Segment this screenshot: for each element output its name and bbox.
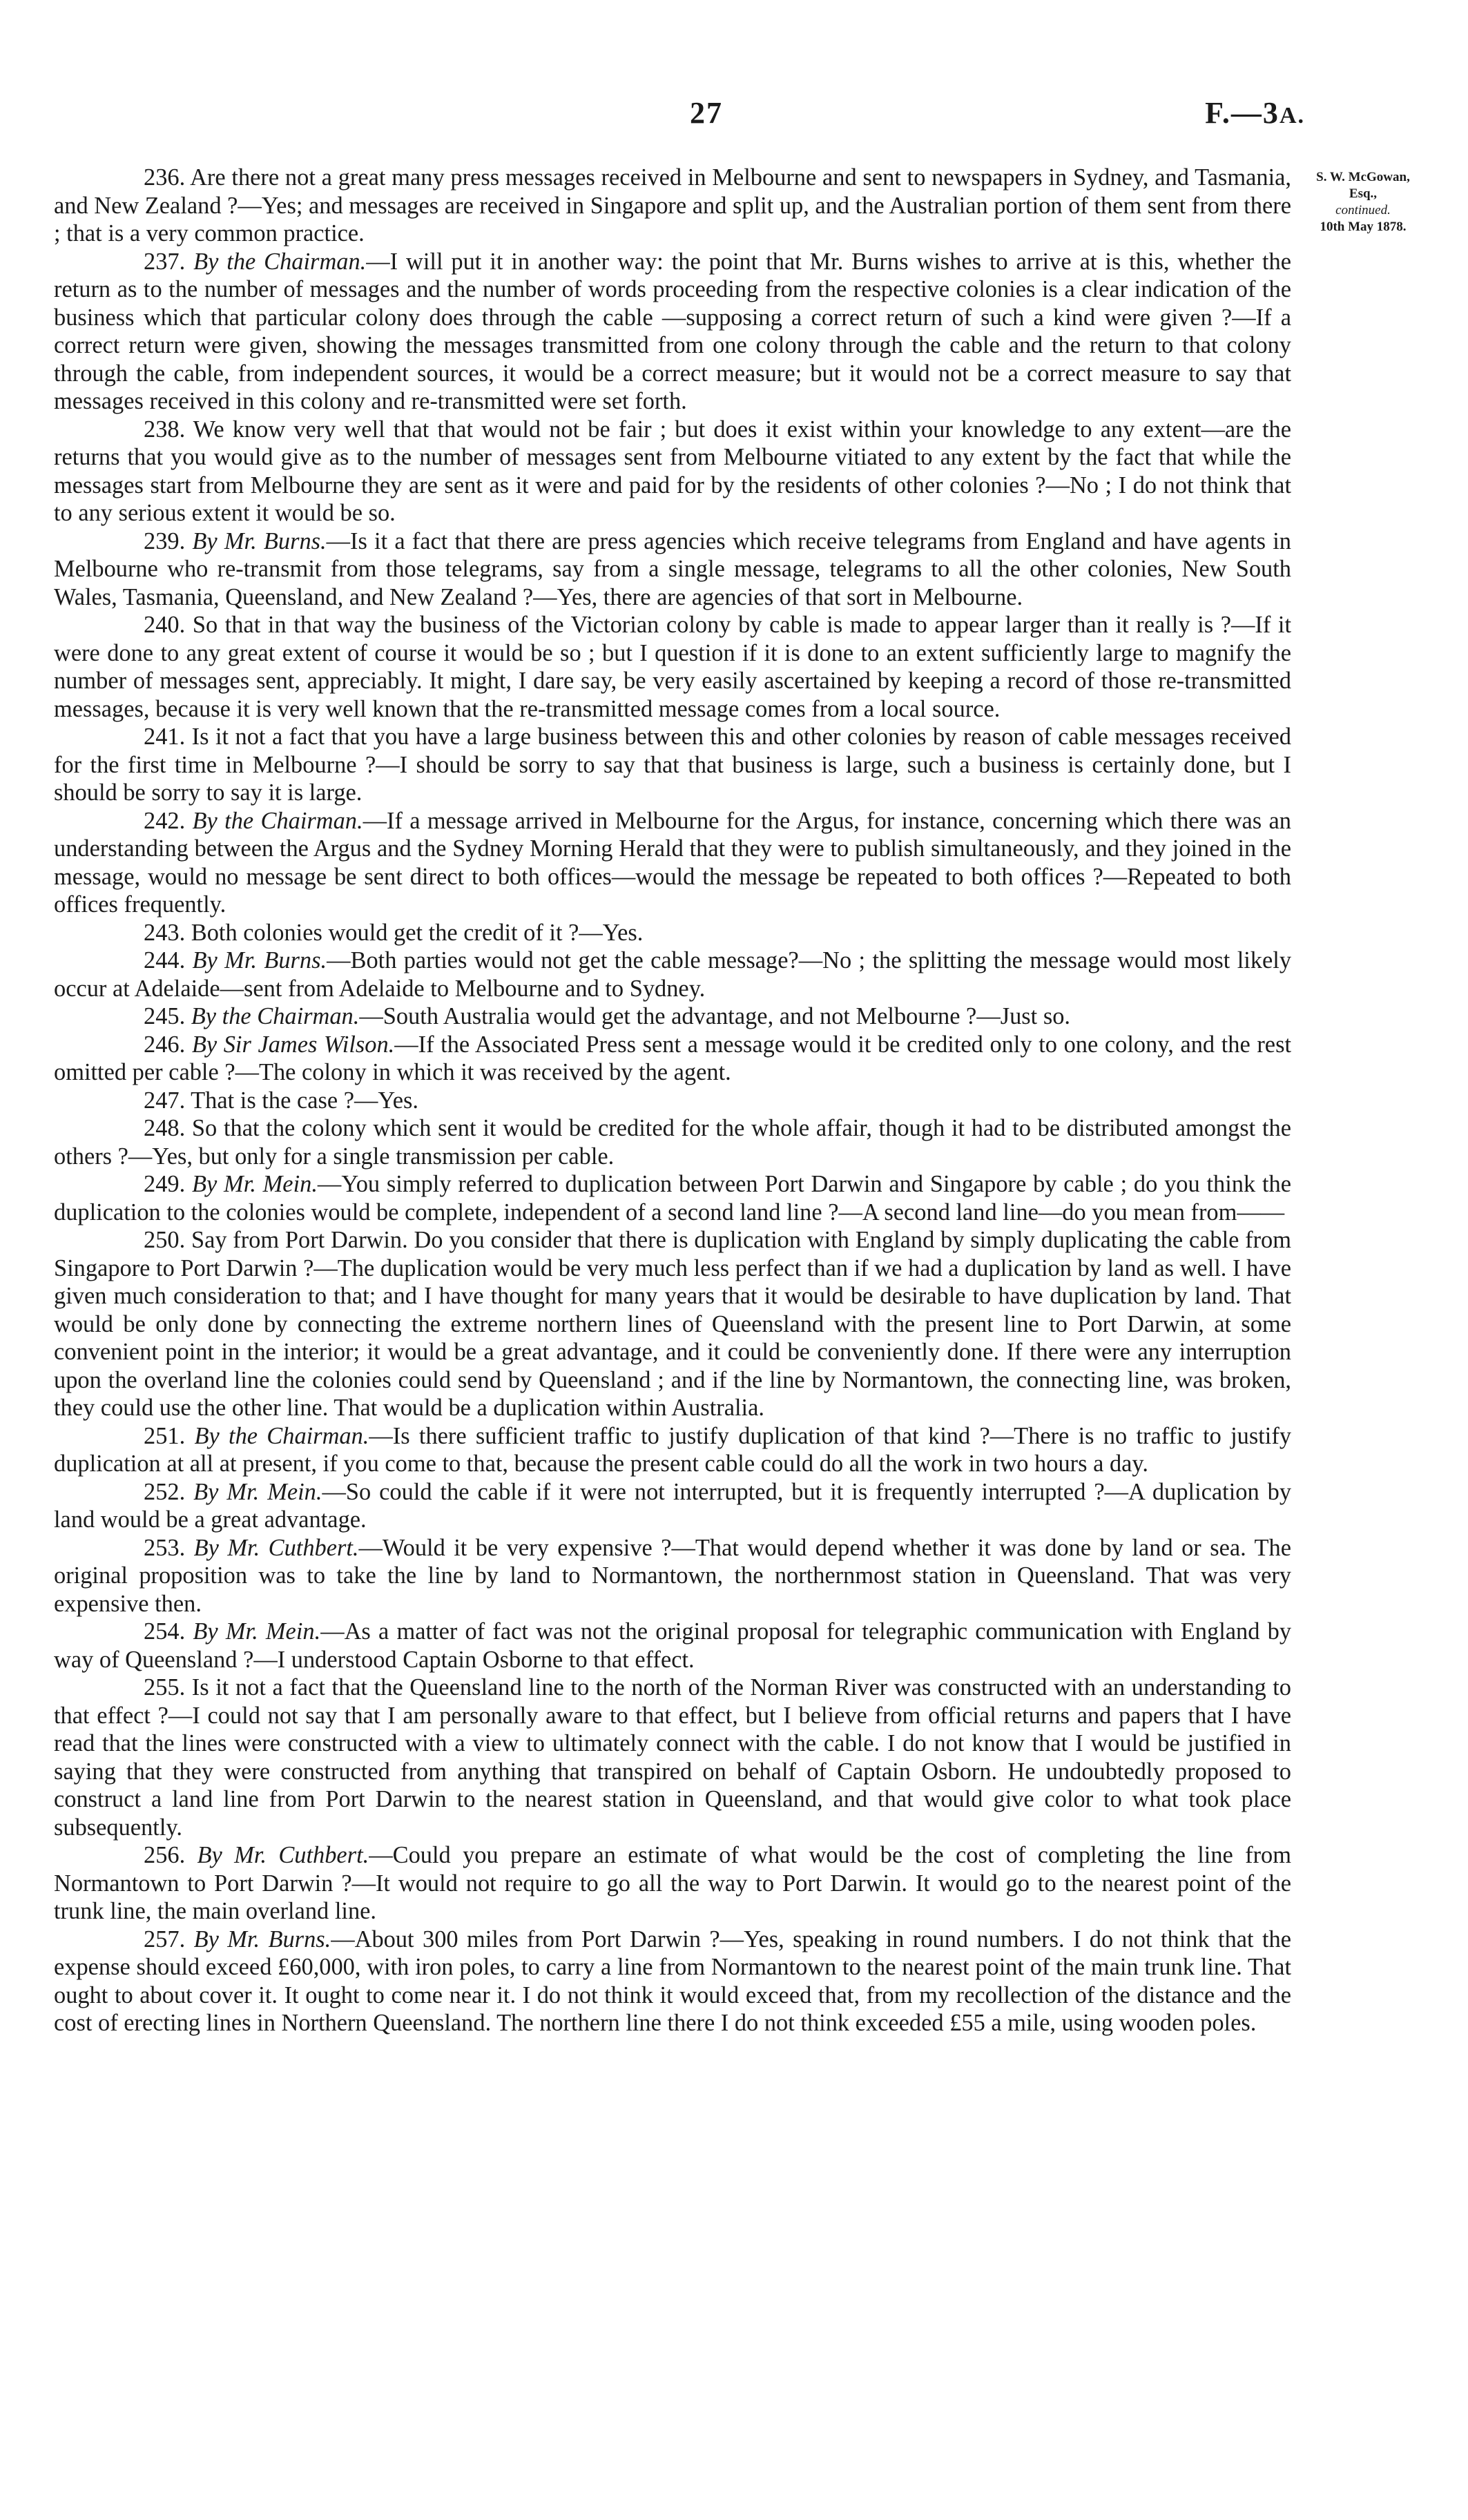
testimony-paragraph (54, 1534, 1291, 1618)
paragraph-number: 250. (144, 1227, 191, 1253)
paragraph-text: So that the colony which sent it would be credited for the whole affair, though it had to be distributed amongst the others ?—Yes, but only for a single transmission per cable. (54, 1115, 1291, 1170)
testimony-paragraph (54, 1674, 1291, 1841)
paragraph-text: —Is there sufficient traffic to justify duplication of that kind ?—There is no traffic to justify duplication at all at present, if you come to that, because the present cable could do all the work in two hours a day. (54, 1422, 1292, 1477)
testimony-paragraph (54, 723, 1291, 807)
paragraph-text: —You simply referred to duplication between Port Darwin and Singapore by cable ; do you think the duplication to the colonies would be complete, independent of a second land line ?—A second land line—do you mean from—— (54, 1171, 1291, 1225)
paragraph-number: 257. (144, 1926, 194, 1952)
paragraph-number: 241. (144, 724, 192, 750)
testimony-paragraph (54, 1618, 1291, 1674)
testimony-paragraph (54, 1841, 1291, 1926)
paragraph-text: —Would it be very expensive ?—That would depend whether it was done by land or sea. The original proposition was to take the line by land to Normantown, the northernmost station in Queensland. That was very expensive then. (54, 1534, 1291, 1617)
testimony-paragraph (54, 611, 1291, 723)
speaker-label: By the Chairman. (194, 1422, 369, 1449)
speaker-label: By Mr. Burns. (192, 947, 327, 973)
speaker-label: By Mr. Mein. (193, 1618, 321, 1645)
speaker-label: By Mr. Burns. (192, 527, 327, 554)
speaker-label: By Mr. Cuthbert. (193, 1534, 359, 1561)
margin-note-witness: S. W. McGowan, (1316, 170, 1410, 184)
testimony-paragraph (54, 947, 1291, 1002)
paragraph-number: 238. (144, 416, 193, 443)
testimony-paragraph (54, 164, 1291, 248)
page-number: 27 (690, 96, 723, 130)
paragraph-number: 249. (144, 1171, 192, 1197)
paragraph-text: Both colonies would get the credit of it ?—Yes. (191, 919, 644, 946)
paragraph-text: Say from Port Darwin. Do you consider that there is duplication with England by simply duplicating the cable from Singapore to Port Darwin ?—The duplication would be very much less perfect than if we had a duplication by land as well. I have given much consideration to that; and I have thought for many years that it would be desirable to have duplication by land. That would be only done by connecting the extreme northern lines of Queensland with the present line to Port Darwin, at some convenient point in the interior; it would be a great advantage, and it could be conveniently done. If there were any interruption upon the overland line the colonies could send by Queensland ; and if the line by Normantown, the connecting line, was broken, they could use the other line. That would be a duplication within Australia. (54, 1227, 1291, 1421)
testimony-paragraph (54, 1031, 1291, 1087)
testimony-paragraph (54, 1226, 1291, 1422)
margin-note-date: 10th May 1878. (1320, 220, 1407, 234)
paragraph-text: —I will put it in another way: the point that Mr. Burns wishes to arrive at is this, whether the return as to the number of messages and the number of words proceeding from the respective colonies is a clear indication of the business which that particular colony does through the cable —supposing a correct return of such a kind were given ?—If a correct return were given, showing the messages transmitted from one colony through the cable and the return to that colony through the cable, from independent sources, it would be a correct measure; but it would not be a correct measure to say that messages received in this colony and re-transmitted were set forth. (54, 248, 1292, 414)
paragraph-number: 248. (144, 1115, 192, 1141)
paragraph-text: —If a message arrived in Melbourne for the Argus, for instance, concerning which there was an understanding between the Argus and the Sydney Morning Herald that they were to publish simultaneously, and they joined in the message, would no message be sent direct to both offices—would the message be repeated to both offices ?—Repeated to both offices frequently. (54, 807, 1291, 918)
paragraph-number: 253. (144, 1534, 194, 1561)
speaker-label: By Mr. Mein. (191, 1171, 318, 1197)
paragraph-text: Is it not a fact that you have a large business between this and other colonies by reason of cable messages received for the first time in Melbourne ?—I should be sorry to say that that business is large, such a business is certainly done, but I should be sorry to say it is large. (54, 724, 1291, 806)
speaker-label: By Sir James Wilson. (191, 1031, 395, 1058)
testimony-paragraph (54, 1002, 1291, 1031)
paragraph-text: So that in that way the business of the Victorian colony by cable is made to appear larger than it really is ?—If it were done to any great extent of course it would be so ; but I question if it is done to an extent sufficiently large to magnify the number of messages sent, appreciably. It might, I dare say, be very easily ascertained by keeping a record of those re-transmitted messages, because it is very well known that the re-transmitted message comes from a local source. (54, 612, 1292, 722)
testimony-paragraph (54, 416, 1291, 527)
testimony-paragraph (54, 1170, 1291, 1226)
paragraph-number: 255. (144, 1674, 192, 1700)
testimony-paragraph (54, 919, 1291, 947)
testimony-paragraph (54, 1114, 1291, 1170)
paragraph-text: —As a matter of fact was not the original proposal for telegraphic communication with England by way of Queensland ?—I understood Captain Osborne to that effect. (54, 1618, 1292, 1673)
doc-ref-prefix: F.—3 (1205, 96, 1279, 130)
speaker-label: By Mr. Cuthbert. (197, 1842, 369, 1868)
testimony-paragraph (54, 1478, 1291, 1534)
paragraph-number: 239. (144, 527, 193, 554)
margin-note-esq: Esq., (1349, 186, 1378, 201)
paragraph-number: 236. (144, 164, 191, 191)
testimony-body (54, 164, 1291, 2037)
testimony-paragraph (54, 248, 1291, 416)
testimony-paragraph (54, 807, 1291, 919)
testimony-paragraph (54, 527, 1291, 612)
testimony-paragraph (54, 1087, 1291, 1115)
margin-note-continued: continued. (1335, 203, 1391, 217)
paragraph-number: 246. (144, 1031, 192, 1058)
paragraph-number: 254. (144, 1618, 193, 1645)
testimony-paragraph (54, 1926, 1291, 2037)
paragraph-number: 245. (144, 1003, 191, 1029)
paragraph-number: 252. (144, 1478, 194, 1505)
speaker-label: By the Chairman. (193, 248, 367, 275)
paragraph-text: —If the Associated Press sent a message would it be credited only to one colony, and the rest omitted per cable ?—The colony in which it was received by the agent. (54, 1031, 1292, 1085)
paragraph-text: We know very well that that would not be fair ; but does it exist within your knowledge to any extent—are the returns that you would give as to the number of messages sent from Melbourne vitiated to any extent by the fact that while the messages start from Melbourne they are sent as it were and paid for by the residents of other colonies ?—No ; I do not think that to any serious extent it would be so. (54, 416, 1291, 526)
document-reference (1205, 95, 1305, 130)
paragraph-text: —Is it a fact that there are press agencies which receive telegrams from England and have agents in Melbourne who re-transmit from those telegrams, say from a single message, telegrams to all the other colonies, New South Wales, Tasmania, Queensland, and New Zealand ?—Yes, there are agencies of that sort in Melbourne. (54, 527, 1292, 610)
testimony-paragraph (54, 1422, 1291, 1478)
paragraph-text: —Both parties would not get the cable message?—No ; the splitting the message would most likely occur at Adelaide—sent from Adelaide to Melbourne and to Sydney. (54, 947, 1292, 1002)
speaker-label: By the Chairman. (192, 807, 363, 834)
paragraph-text: —South Australia would get the advantage, and not Melbourne ?—Just so. (359, 1003, 1070, 1029)
paragraph-number: 240. (144, 612, 193, 638)
paragraph-text: —About 300 miles from Port Darwin ?—Yes, speaking in round numbers. I do not think that the expense should exceed £60,000, with iron poles, to carry a line from Normantown to the nearest point of the main trunk line. That ought to about cover it. It ought to come near it. I do not think it would exceed that, from my recollection of the distance and the cost of erecting lines in Northern Queensland. The northern line there I do not think exceeded £55 a mile, using wooden poles. (54, 1926, 1292, 2036)
speaker-label: By the Chairman. (191, 1003, 360, 1029)
paragraph-number: 243. (144, 919, 191, 946)
paragraph-text: —So could the cable if it were not interrupted, but it is frequently interrupted ?—A duplication by land would be a great advantage. (54, 1478, 1292, 1533)
paragraph-text: That is the case ?—Yes. (191, 1087, 419, 1114)
paragraph-number: 244. (144, 947, 193, 973)
margin-note (1302, 169, 1424, 235)
paragraph-number: 247. (144, 1087, 191, 1114)
paragraph-text: Are there not a great many press messages received in Melbourne and sent to newspapers in Sydney, and Tasmania, and New Zealand ?—Yes; and messages are received in Singapore and split up, and the Australian portion of them sent from there ; that is a very common practice. (54, 164, 1291, 246)
paragraph-text: —Could you prepare an estimate of what would be the cost of completing the line from Normantown to Port Darwin ?—It would not require to go all the way to Port Darwin. It would go to the nearest point of the trunk line, the main overland line. (54, 1842, 1292, 1924)
paragraph-text: Is it not a fact that the Queensland line to the north of the Norman River was constructed with an understanding to that effect ?—I could not say that I am personally aware to that effect, but I believe from official returns and papers that I have read that the lines were constructed with a view to ultimately connect with the cable. I do not know that I would be justified in saying that they were constructed from anything that transpired on behalf of Captain Osborn. He undoubtedly proposed to construct a land line from Port Darwin to the nearest station in Queensland, and that would give color to what took place subsequently. (54, 1674, 1292, 1841)
paragraph-number: 251. (144, 1422, 195, 1449)
speaker-label: By Mr. Burns. (193, 1926, 331, 1952)
doc-ref-suffix: A. (1279, 103, 1305, 128)
paragraph-number: 242. (144, 807, 193, 834)
paragraph-number: 256. (144, 1842, 197, 1868)
paragraph-number: 237. (144, 248, 194, 275)
speaker-label: By Mr. Mein. (193, 1478, 322, 1505)
